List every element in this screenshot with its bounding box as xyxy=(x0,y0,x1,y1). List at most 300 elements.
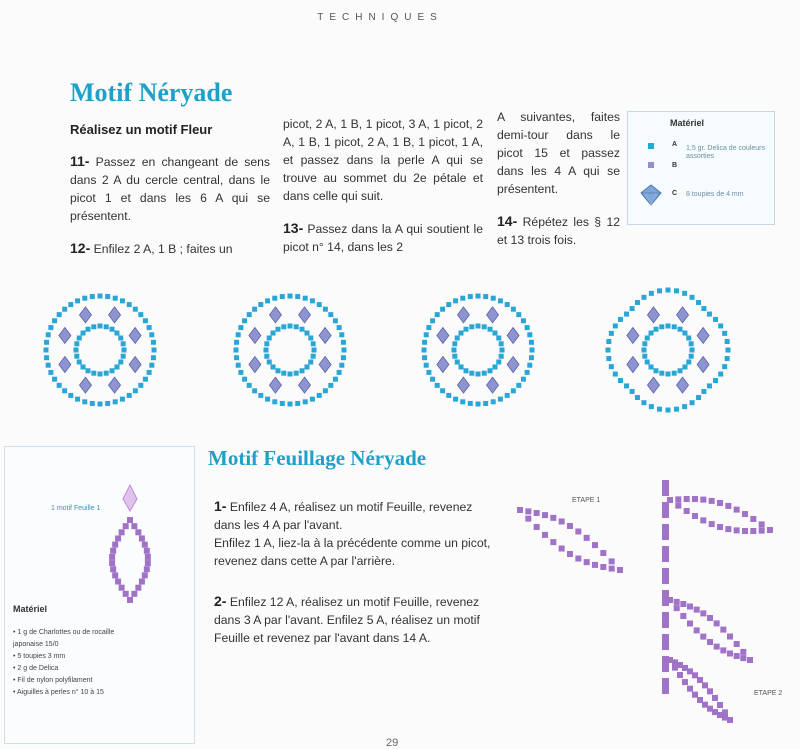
bead xyxy=(740,649,746,655)
left-materiel-title: Matériel xyxy=(13,604,48,614)
crystal-bead xyxy=(487,377,499,393)
bead xyxy=(339,332,344,337)
leaf-step-diagrams xyxy=(500,460,796,742)
bead xyxy=(641,295,646,300)
bead xyxy=(115,579,121,585)
bead xyxy=(468,401,473,406)
bead xyxy=(717,702,723,708)
bead xyxy=(662,480,669,496)
bead xyxy=(677,672,683,678)
bead xyxy=(630,306,635,311)
flower-diagram xyxy=(234,294,347,407)
etape-1-label: ETAPE 1 xyxy=(572,497,601,504)
text-column-1 xyxy=(70,152,270,272)
bead xyxy=(118,360,123,365)
bead xyxy=(288,372,293,377)
bead xyxy=(311,354,316,359)
bead xyxy=(617,567,623,573)
bead xyxy=(717,500,723,506)
list-item: • 1 g de Charlottes ou de rocaille japonaise 15/0 xyxy=(13,629,115,648)
bead xyxy=(696,300,701,305)
bead xyxy=(453,298,458,303)
center-hole xyxy=(460,332,496,368)
bead xyxy=(662,524,669,540)
bead xyxy=(135,529,141,535)
bead xyxy=(109,560,115,566)
crystal-bead xyxy=(507,327,519,343)
bead xyxy=(686,336,691,341)
bead xyxy=(678,327,683,332)
bead xyxy=(525,516,531,522)
bead xyxy=(74,348,79,353)
bead xyxy=(675,503,681,509)
bead xyxy=(682,404,687,409)
bead xyxy=(236,332,241,337)
section-title-motif-neryade: Motif Néryade xyxy=(70,78,233,107)
bead xyxy=(91,371,96,376)
bead xyxy=(119,585,125,591)
bead xyxy=(592,562,598,568)
bead xyxy=(645,336,650,341)
bead xyxy=(727,650,733,656)
bead xyxy=(121,354,126,359)
bead xyxy=(613,372,618,377)
bead xyxy=(714,620,720,626)
flower-diagrams xyxy=(0,270,800,430)
bead xyxy=(135,585,141,591)
bead xyxy=(662,678,669,694)
bead xyxy=(534,524,540,530)
text-column-2 xyxy=(283,115,483,270)
bead xyxy=(734,641,740,647)
bead xyxy=(311,341,316,346)
bead xyxy=(740,655,746,661)
bead xyxy=(144,548,150,554)
bead xyxy=(98,372,103,377)
bead xyxy=(682,291,687,296)
bead xyxy=(110,327,115,332)
bead xyxy=(238,370,243,375)
bead xyxy=(483,401,488,406)
bead xyxy=(242,318,247,323)
crystal-bead xyxy=(457,307,469,323)
bead xyxy=(687,604,693,610)
bead xyxy=(242,377,247,382)
bead xyxy=(98,324,103,329)
bead xyxy=(288,294,293,299)
bead xyxy=(483,294,488,299)
bead xyxy=(642,348,647,353)
bead xyxy=(700,610,706,616)
bead xyxy=(435,383,440,388)
center-hole xyxy=(650,332,686,368)
bead xyxy=(144,566,150,572)
bead xyxy=(707,312,712,317)
bead xyxy=(113,296,118,301)
bead xyxy=(133,307,138,312)
bead xyxy=(592,542,598,548)
crystal-bead xyxy=(627,327,639,343)
bead xyxy=(525,370,530,375)
bead xyxy=(68,393,73,398)
bead xyxy=(492,364,497,369)
bead xyxy=(606,348,611,353)
bead xyxy=(105,401,110,406)
flower-diagram xyxy=(606,288,731,413)
bead xyxy=(300,327,305,332)
bead xyxy=(682,679,688,685)
subtitle: Réalisez un motif Fleur xyxy=(70,122,213,137)
bead xyxy=(247,312,252,317)
bead xyxy=(121,341,126,346)
bead xyxy=(686,360,691,365)
bead xyxy=(734,527,740,533)
step-1-cont: Enfilez 1 A, liez-la à la précédente comme un picot, revenez dans cette A par l'arrière. xyxy=(214,536,491,568)
crystal-bead xyxy=(677,377,689,393)
crystal-bead xyxy=(319,357,331,373)
bead xyxy=(98,294,103,299)
bead xyxy=(662,502,669,518)
bead xyxy=(624,312,629,317)
list-item: • 2 g de Delica xyxy=(13,665,59,672)
bead xyxy=(521,377,526,382)
bead xyxy=(342,348,347,353)
bead xyxy=(675,496,681,502)
bead xyxy=(310,298,315,303)
bead xyxy=(567,551,573,557)
bead xyxy=(68,302,73,307)
bead xyxy=(645,360,650,365)
bead xyxy=(667,497,673,503)
bead xyxy=(476,372,481,377)
bead xyxy=(104,324,109,329)
bead xyxy=(727,634,733,640)
bead xyxy=(303,296,308,301)
bead xyxy=(742,511,748,517)
bead xyxy=(713,317,718,322)
etape-2-label: ETAPE 2 xyxy=(754,690,783,697)
bead xyxy=(118,336,123,341)
left-materiel-list xyxy=(13,627,133,699)
crystal-bead xyxy=(697,357,709,373)
bead xyxy=(657,407,662,412)
bead xyxy=(680,601,686,607)
bead xyxy=(559,518,565,524)
bead xyxy=(534,510,540,516)
bead xyxy=(609,558,615,564)
bead xyxy=(62,307,67,312)
crystal-bead xyxy=(507,357,519,373)
bead xyxy=(469,324,474,329)
feuillage-steps xyxy=(214,497,492,659)
bead xyxy=(294,324,299,329)
bead xyxy=(606,339,611,344)
bead xyxy=(492,331,497,336)
step-14: 14- Répétez les § 12 et 13 trois fois. xyxy=(497,213,621,247)
bead xyxy=(709,521,715,527)
bead xyxy=(469,371,474,376)
bead xyxy=(700,634,706,640)
crystal-bead xyxy=(647,307,659,323)
bead xyxy=(328,312,333,317)
bead xyxy=(430,318,435,323)
crystal-bead xyxy=(299,377,311,393)
bead xyxy=(696,395,701,400)
bead xyxy=(687,686,693,692)
crystal-bead xyxy=(249,327,261,343)
bead xyxy=(127,302,132,307)
bead xyxy=(459,364,464,369)
bead xyxy=(145,560,151,566)
bead xyxy=(678,368,683,373)
bead xyxy=(496,336,501,341)
bead xyxy=(642,354,647,359)
bead xyxy=(281,371,286,376)
bead xyxy=(44,348,49,353)
bead xyxy=(426,370,431,375)
bead xyxy=(265,298,270,303)
bead xyxy=(272,399,277,404)
bead xyxy=(707,615,713,621)
bead xyxy=(550,539,556,545)
bead xyxy=(271,364,276,369)
bead xyxy=(609,331,614,336)
bead xyxy=(119,529,125,535)
bead xyxy=(662,612,669,628)
crystal-bead xyxy=(59,327,71,343)
bead xyxy=(701,389,706,394)
bead xyxy=(127,517,133,523)
bead xyxy=(74,341,79,346)
bead xyxy=(303,399,308,404)
bead xyxy=(707,639,713,645)
bead xyxy=(635,300,640,305)
bead xyxy=(152,348,157,353)
bead xyxy=(600,550,606,556)
bead xyxy=(747,657,753,663)
bead xyxy=(575,556,581,562)
bead xyxy=(516,383,521,388)
bead xyxy=(271,331,276,336)
bead xyxy=(496,360,501,365)
bead xyxy=(151,355,156,360)
bead xyxy=(459,331,464,336)
bead xyxy=(606,356,611,361)
bead xyxy=(720,647,726,653)
bead xyxy=(692,513,698,519)
bead xyxy=(635,395,640,400)
bead xyxy=(143,377,148,382)
bead xyxy=(339,363,344,368)
crystal-bead xyxy=(269,307,281,323)
bead xyxy=(122,348,127,353)
bead xyxy=(516,312,521,317)
bead xyxy=(690,348,695,353)
bead xyxy=(341,355,346,360)
bead xyxy=(649,331,654,336)
bead xyxy=(91,324,96,329)
bead xyxy=(236,363,241,368)
bead xyxy=(115,535,121,541)
bead xyxy=(666,288,671,293)
bead xyxy=(674,288,679,293)
bead xyxy=(112,542,118,548)
bead xyxy=(453,397,458,402)
bead xyxy=(613,323,618,328)
bead xyxy=(609,566,615,572)
step-2: 2- Enfilez 12 A, réalisez un motif Feuille, revenez dans 3 A par l'avant. Enfilez 5 A, réalisez un motif Feuille et revenez par l'avant dans 14 A. xyxy=(214,593,480,645)
bead xyxy=(422,348,427,353)
bead xyxy=(276,368,281,373)
bead xyxy=(767,527,773,533)
bead xyxy=(422,340,427,345)
crystal-c-desc: 8 toupies de 4 mm xyxy=(686,191,744,198)
bead xyxy=(666,324,671,329)
bead xyxy=(530,348,535,353)
bead xyxy=(630,389,635,394)
bead xyxy=(624,383,629,388)
bead xyxy=(272,296,277,301)
bead xyxy=(264,341,269,346)
center-hole xyxy=(82,332,118,368)
bead xyxy=(666,372,671,377)
bead xyxy=(86,368,91,373)
crystal-bead xyxy=(59,357,71,373)
bead xyxy=(52,377,57,382)
feuille-label: 1 motif Feuille 1 xyxy=(51,505,101,512)
bead xyxy=(720,627,726,633)
bead xyxy=(722,364,727,369)
bead xyxy=(584,559,590,565)
bead-a-desc: 1,5 gr. Delica de couleurs assorties xyxy=(686,145,765,160)
bead xyxy=(81,331,86,336)
bead xyxy=(567,523,573,529)
bead xyxy=(542,532,548,538)
bead xyxy=(734,653,740,659)
left-materiel-box xyxy=(4,446,195,744)
crystal-bead xyxy=(437,357,449,373)
bead xyxy=(131,523,137,529)
bead xyxy=(659,371,664,376)
crystal-bead xyxy=(627,357,639,373)
bead xyxy=(505,302,510,307)
bead xyxy=(689,354,694,359)
bead xyxy=(264,348,269,353)
bead xyxy=(559,546,565,552)
bead xyxy=(517,507,523,513)
bead xyxy=(46,363,51,368)
bead xyxy=(452,354,457,359)
bead xyxy=(424,363,429,368)
crystal-bead xyxy=(677,307,689,323)
bead xyxy=(328,383,333,388)
bead xyxy=(618,317,623,322)
bead xyxy=(426,325,431,330)
bead xyxy=(482,324,487,329)
step-13-cont: A suivantes, faites demi-tour dans le picot 15 et passez dans les 4 A qui se présentent. xyxy=(497,110,620,196)
bead xyxy=(300,368,305,373)
bead xyxy=(304,364,309,369)
bead xyxy=(727,717,733,723)
crystal-bead xyxy=(109,307,121,323)
step-11: 11- Passez en changeant de sens dans 2 A du cercle central, dans le picot 1 et dans les 6 A qui se présentent. xyxy=(70,153,270,223)
bead xyxy=(499,354,504,359)
bead xyxy=(672,324,677,329)
bead xyxy=(145,554,151,560)
bead xyxy=(491,399,496,404)
bead xyxy=(114,364,119,369)
bead xyxy=(110,566,116,572)
bead xyxy=(750,516,756,522)
bead xyxy=(280,294,285,299)
bead xyxy=(759,528,765,534)
crystal-bead xyxy=(319,327,331,343)
bead xyxy=(694,627,700,633)
bead xyxy=(725,503,731,509)
bead xyxy=(525,508,531,514)
bead xyxy=(460,399,465,404)
bead xyxy=(430,377,435,382)
bead xyxy=(312,348,317,353)
bead xyxy=(684,508,690,514)
bead xyxy=(143,318,148,323)
bead xyxy=(649,291,654,296)
bead xyxy=(109,554,115,560)
bead xyxy=(234,348,239,353)
bead xyxy=(641,400,646,405)
materiel-box: Matériel A 1,5 gr. Delica de couleurs assorties B C 8 toupies de 4 mm xyxy=(627,111,775,225)
bead xyxy=(281,324,286,329)
bead xyxy=(642,341,647,346)
crystal-bead xyxy=(79,307,91,323)
bead xyxy=(476,294,481,299)
bead xyxy=(48,325,53,330)
bead xyxy=(252,388,257,393)
bead xyxy=(294,371,299,376)
bead xyxy=(308,336,313,341)
bead xyxy=(476,324,481,329)
bead xyxy=(654,368,659,373)
bead xyxy=(511,388,516,393)
bead xyxy=(662,568,669,584)
bead xyxy=(264,354,269,359)
bead xyxy=(337,370,342,375)
bead xyxy=(527,363,532,368)
bead xyxy=(725,526,731,532)
bead xyxy=(113,399,118,404)
bead xyxy=(138,312,143,317)
bead xyxy=(46,332,51,337)
bead xyxy=(649,404,654,409)
crystal-bead xyxy=(299,307,311,323)
bead xyxy=(90,294,95,299)
bead xyxy=(654,327,659,332)
bead xyxy=(718,372,723,377)
bead xyxy=(234,340,239,345)
bead xyxy=(464,327,469,332)
bead xyxy=(694,607,700,613)
bead xyxy=(280,401,285,406)
bead xyxy=(149,363,154,368)
bead xyxy=(110,368,115,373)
bead xyxy=(120,397,125,402)
bead xyxy=(499,341,504,346)
bead xyxy=(238,325,243,330)
bead xyxy=(667,597,673,603)
bead xyxy=(692,496,698,502)
bead xyxy=(147,325,152,330)
bead xyxy=(464,368,469,373)
